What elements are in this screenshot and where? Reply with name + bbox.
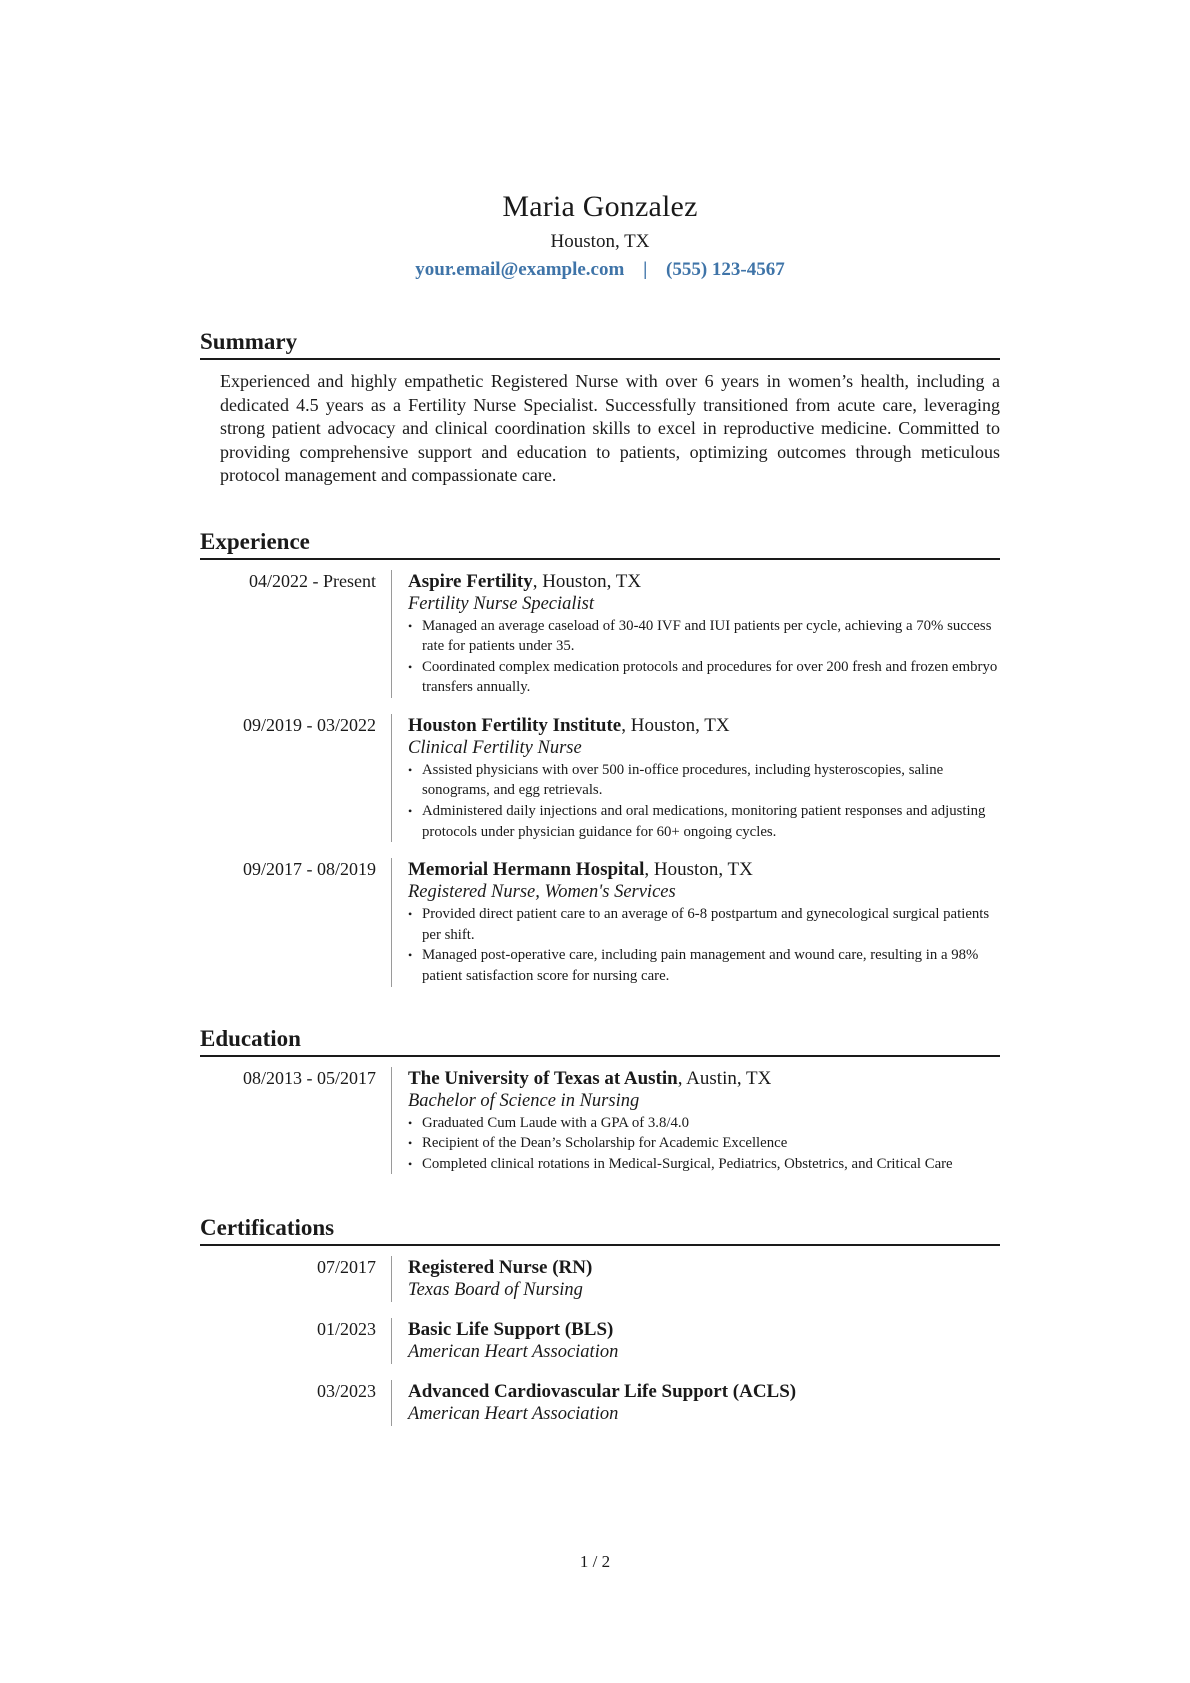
bullet-item: • Managed post-operative care, including pain management and wound care, resulting in a 98% patient satisfaction score for nursing care. (408, 945, 1000, 986)
entry-role: Clinical Fertility Nurse (408, 737, 582, 758)
entry-date: 08/2013 - 05/2017 (243, 1067, 376, 1088)
resume-page (200, 190, 1000, 1426)
entry-degree: Bachelor of Science in Nursing (408, 1090, 640, 1111)
certification-entry (200, 1318, 1000, 1364)
email-link[interactable]: your.email@example.com (415, 259, 625, 280)
certification-issuer: American Heart Association (408, 1404, 619, 1425)
certification-name: Advanced Cardiovascular Life Support (ACLS) (408, 1381, 797, 1403)
entry-organization: The University of Texas at Austin, Austin, TX (408, 1067, 772, 1089)
entry-date: 09/2019 - 03/2022 (243, 714, 376, 735)
bullet-item: • Recipient of the Dean’s Scholarship for Academic Excellence (408, 1133, 1000, 1154)
bullet-item: • Administered daily injections and oral medications, monitoring patient responses and adjusting protocols under physician guidance for 60+ ongoing cycles. (408, 801, 1000, 842)
bullet-item: • Completed clinical rotations in Medical-Surgical, Pediatrics, Obstetrics, and Critical Care (408, 1154, 1000, 1175)
entry-body (391, 714, 1000, 842)
candidate-name: Maria Gonzalez (502, 190, 698, 223)
section-title-summary: Summary (200, 328, 1000, 360)
bullet-item: • Graduated Cum Laude with a GPA of 3.8/4.0 (408, 1113, 1000, 1134)
bullet-item: • Provided direct patient care to an average of 6-8 postpartum and gynecological surgical patients per shift. (408, 904, 1000, 945)
entry-body (391, 1318, 1000, 1364)
experience-entry (200, 858, 1000, 986)
certification-entry (200, 1256, 1000, 1302)
page-number: 1 / 2 (579, 1552, 611, 1571)
experience-section (200, 528, 1000, 987)
certification-name: Registered Nurse (RN) (408, 1257, 593, 1279)
education-entry (200, 1067, 1000, 1175)
section-title-certifications: Certifications (200, 1214, 1000, 1246)
entry-body (391, 570, 1000, 698)
certification-issuer: American Heart Association (408, 1342, 619, 1363)
entry-date: 01/2023 (316, 1319, 376, 1340)
certifications-section (200, 1214, 1000, 1426)
bullet-item: • Coordinated complex medication protocols and procedures for over 200 fresh and frozen embryo transfers annually. (408, 657, 1000, 698)
certification-name: Basic Life Support (BLS) (408, 1319, 614, 1341)
entry-organization: Memorial Hermann Hospital, Houston, TX (408, 859, 753, 881)
bullet-item: • Managed an average caseload of 30-40 IVF and IUI patients per cycle, achieving a 70% success rate for patients under 35. (408, 616, 1000, 657)
entry-date: 07/2017 (316, 1257, 376, 1278)
entry-bullets (408, 1113, 1000, 1175)
entry-role: Fertility Nurse Specialist (408, 593, 595, 614)
entry-bullets (408, 616, 1000, 698)
certification-issuer: Texas Board of Nursing (408, 1280, 583, 1301)
entry-role: Registered Nurse, Women's Services (408, 882, 676, 903)
summary-text: Experienced and highly empathetic Registered Nurse with over 6 years in women’s health, including a dedicated 4.5 years as a Fertility Nurse Specialist. Successfully transitioned from acute care, leveraging strong patient advocacy and clinical coordination skills to excel in reproductive medicine. Committed to providing comprehensive support and education to patients, optimizing outcomes through meticulous protocol management and compassionate care. (220, 371, 1000, 485)
entry-organization: Aspire Fertility, Houston, TX (408, 570, 642, 592)
entry-date: 03/2023 (316, 1381, 376, 1402)
entry-date: 04/2022 - Present (249, 570, 376, 591)
summary-section (200, 328, 1000, 488)
entry-organization: Houston Fertility Institute, Houston, TX (408, 714, 730, 736)
section-title-experience: Experience (200, 528, 1000, 560)
certification-entry (200, 1380, 1000, 1426)
resume-header (200, 190, 1000, 282)
entry-body (391, 858, 1000, 986)
entry-date: 09/2017 - 08/2019 (243, 859, 376, 880)
entry-body (391, 1067, 1000, 1175)
candidate-location: Houston, TX (550, 231, 650, 252)
experience-entry (200, 570, 1000, 698)
entry-bullets (408, 760, 1000, 842)
phone-link[interactable]: (555) 123-4567 (666, 259, 785, 280)
entry-body (391, 1380, 1000, 1426)
entry-bullets (408, 904, 1000, 986)
section-title-education: Education (200, 1025, 1000, 1057)
entry-body (391, 1256, 1000, 1302)
contact-line (200, 258, 1000, 282)
experience-entry (200, 714, 1000, 842)
education-section (200, 1025, 1000, 1175)
bullet-item: • Assisted physicians with over 500 in-office procedures, including hysteroscopies, saline sonograms, and egg retrievals. (408, 760, 1000, 801)
contact-separator: | (643, 259, 648, 280)
